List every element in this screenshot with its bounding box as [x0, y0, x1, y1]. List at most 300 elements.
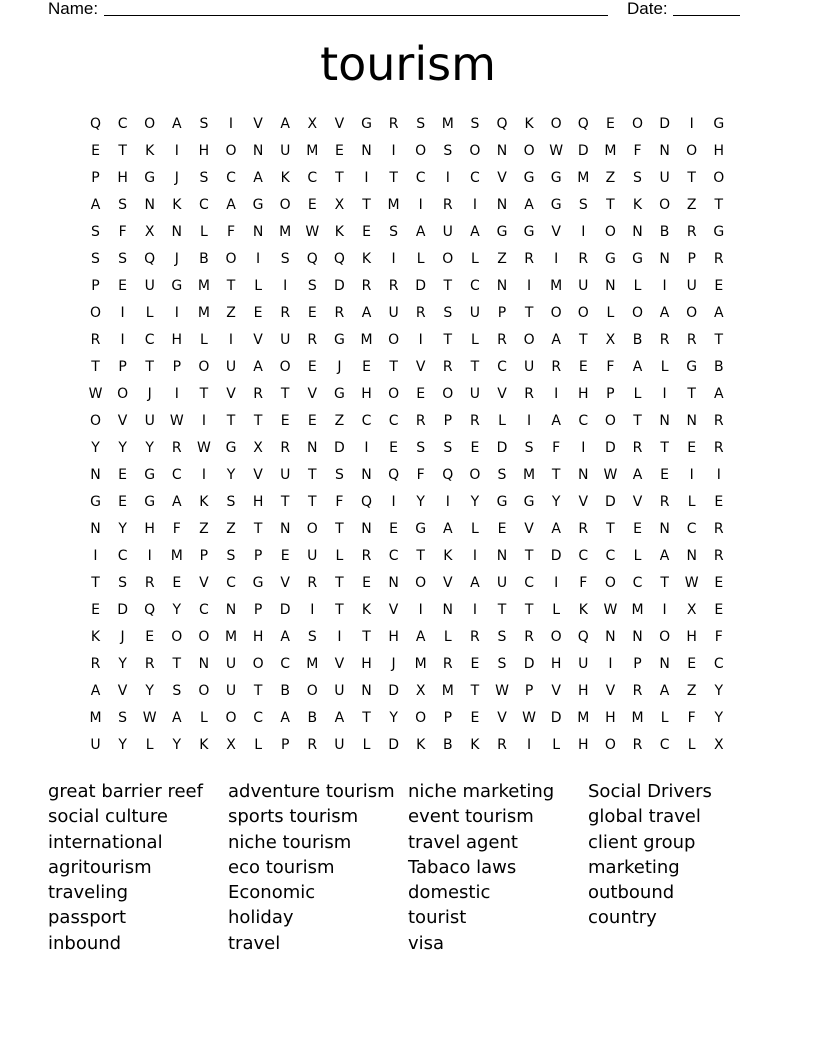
grid-letter[interactable]: R	[442, 359, 453, 375]
grid-letter[interactable]: E	[118, 494, 128, 510]
grid-letter[interactable]: T	[91, 359, 100, 375]
grid-letter[interactable]: K	[443, 548, 453, 564]
grid-letter[interactable]: U	[334, 683, 345, 699]
grid-letter[interactable]: Y	[118, 440, 127, 456]
grid-letter[interactable]: T	[335, 602, 344, 618]
grid-letter[interactable]: C	[117, 116, 128, 132]
grid-letter[interactable]: P	[253, 548, 263, 564]
grid-letter[interactable]: M	[306, 143, 319, 159]
grid-letter[interactable]: E	[118, 467, 128, 483]
grid-letter[interactable]: F	[633, 143, 642, 159]
grid-letter[interactable]: V	[524, 521, 534, 537]
grid-letter[interactable]: T	[362, 629, 371, 645]
grid-letter[interactable]: G	[225, 440, 237, 456]
grid-letter[interactable]: K	[280, 170, 290, 186]
grid-letter[interactable]: G	[604, 251, 616, 267]
grid-letter[interactable]: R	[713, 251, 724, 267]
grid-letter[interactable]: Q	[496, 116, 508, 132]
grid-letter[interactable]: M	[604, 143, 617, 159]
grid-letter[interactable]: Z	[686, 197, 697, 213]
grid-letter[interactable]: V	[253, 332, 263, 348]
grid-letter[interactable]: Z	[605, 170, 616, 186]
grid-letter[interactable]: K	[416, 737, 426, 753]
grid-letter[interactable]: L	[362, 737, 371, 753]
grid-letter[interactable]: I	[581, 224, 586, 240]
grid-letter[interactable]: L	[145, 737, 154, 753]
grid-letter[interactable]: O	[442, 386, 454, 402]
grid-letter[interactable]: N	[496, 548, 508, 564]
grid-letter[interactable]: L	[552, 737, 561, 753]
grid-letter[interactable]: S	[118, 197, 128, 213]
grid-letter[interactable]: E	[307, 413, 317, 429]
grid-letter[interactable]: K	[361, 251, 372, 267]
grid-letter[interactable]: N	[144, 197, 155, 213]
grid-letter[interactable]: S	[91, 251, 100, 267]
grid-letter[interactable]: H	[252, 494, 264, 510]
grid-letter[interactable]: O	[198, 359, 210, 375]
grid-letter[interactable]: G	[252, 197, 264, 213]
grid-letter[interactable]: G	[361, 116, 372, 132]
grid-letter[interactable]: N	[659, 521, 670, 537]
grid-letter[interactable]: O	[252, 656, 264, 672]
grid-letter[interactable]: R	[524, 629, 534, 645]
grid-letter[interactable]: T	[714, 197, 724, 213]
grid-letter[interactable]: F	[416, 467, 425, 483]
grid-letter[interactable]: C	[117, 548, 128, 564]
grid-letter[interactable]: U	[225, 656, 237, 672]
grid-letter[interactable]: H	[605, 710, 616, 726]
grid-letter[interactable]: Q	[144, 251, 156, 267]
grid-letter[interactable]: N	[659, 413, 670, 429]
grid-letter[interactable]: D	[334, 278, 345, 294]
grid-letter[interactable]: N	[659, 251, 670, 267]
grid-letter[interactable]: F	[687, 710, 696, 726]
grid-letter[interactable]: T	[470, 683, 480, 699]
grid-letter[interactable]: K	[334, 224, 344, 240]
grid-letter[interactable]: L	[633, 548, 642, 564]
grid-letter[interactable]: A	[551, 413, 561, 429]
grid-letter[interactable]: T	[633, 413, 642, 429]
grid-letter[interactable]: N	[361, 683, 372, 699]
grid-letter[interactable]: L	[470, 332, 479, 348]
grid-letter[interactable]: A	[172, 710, 182, 726]
grid-letter[interactable]: G	[713, 224, 725, 240]
grid-letter[interactable]: D	[388, 737, 399, 753]
grid-letter[interactable]: C	[605, 548, 616, 564]
grid-letter[interactable]: R	[578, 521, 589, 537]
grid-letter[interactable]: D	[279, 602, 291, 618]
grid-letter[interactable]: V	[551, 683, 561, 699]
grid-letter[interactable]: H	[252, 629, 264, 645]
grid-letter[interactable]: V	[117, 683, 128, 699]
grid-letter[interactable]: R	[578, 251, 589, 267]
grid-letter[interactable]: O	[415, 710, 427, 726]
grid-letter[interactable]: F	[552, 440, 561, 456]
grid-letter[interactable]: L	[633, 278, 642, 294]
grid-letter[interactable]: L	[254, 278, 262, 294]
grid-letter[interactable]: T	[280, 494, 290, 510]
grid-letter[interactable]: A	[90, 683, 101, 699]
grid-letter[interactable]: W	[495, 683, 509, 699]
grid-letter[interactable]: V	[415, 359, 426, 375]
grid-letter[interactable]: O	[117, 386, 129, 402]
grid-letter[interactable]: A	[280, 710, 290, 726]
grid-letter[interactable]: I	[228, 116, 234, 132]
grid-letter[interactable]: X	[686, 602, 697, 618]
grid-letter[interactable]: I	[391, 494, 396, 510]
grid-letter[interactable]: M	[360, 332, 373, 348]
grid-letter[interactable]: I	[527, 278, 532, 294]
grid-letter[interactable]: A	[443, 521, 453, 537]
grid-letter[interactable]: U	[144, 278, 155, 294]
grid-letter[interactable]: Z	[334, 413, 345, 429]
grid-letter[interactable]: Y	[118, 737, 127, 753]
grid-letter[interactable]: H	[388, 629, 399, 645]
grid-letter[interactable]: T	[524, 548, 534, 564]
grid-letter[interactable]: R	[361, 548, 372, 564]
grid-letter[interactable]: O	[550, 116, 562, 132]
grid-letter[interactable]: Z	[226, 521, 236, 537]
grid-letter[interactable]: W	[196, 440, 211, 456]
grid-letter[interactable]: I	[228, 332, 234, 348]
grid-letter[interactable]: G	[144, 467, 156, 483]
grid-letter[interactable]: I	[256, 251, 261, 267]
grid-letter[interactable]: D	[659, 116, 670, 132]
grid-letter[interactable]: E	[470, 710, 480, 726]
grid-letter[interactable]: I	[445, 494, 450, 510]
grid-letter[interactable]: R	[686, 332, 697, 348]
grid-letter[interactable]: R	[280, 440, 291, 456]
grid-letter[interactable]: T	[606, 521, 615, 537]
grid-letter[interactable]: R	[713, 413, 724, 429]
grid-letter[interactable]: N	[225, 602, 237, 618]
grid-letter[interactable]: H	[361, 386, 372, 402]
grid-letter[interactable]: O	[604, 224, 616, 240]
grid-letter[interactable]: E	[362, 575, 371, 591]
grid-letter[interactable]: H	[361, 656, 372, 672]
grid-letter[interactable]: N	[659, 656, 670, 672]
grid-letter[interactable]: W	[684, 575, 699, 591]
grid-letter[interactable]: I	[662, 278, 667, 294]
grid-letter[interactable]: M	[387, 197, 400, 213]
grid-letter[interactable]: R	[497, 737, 507, 753]
grid-letter[interactable]: R	[632, 440, 643, 456]
grid-letter[interactable]: M	[414, 656, 427, 672]
grid-letter[interactable]: L	[687, 737, 696, 753]
grid-letter[interactable]: P	[606, 386, 615, 402]
grid-letter[interactable]: A	[280, 629, 290, 645]
grid-letter[interactable]: N	[90, 521, 101, 537]
grid-letter[interactable]: C	[280, 656, 291, 672]
grid-letter[interactable]: S	[443, 305, 453, 321]
grid-letter[interactable]: S	[91, 224, 100, 240]
grid-letter[interactable]: G	[333, 386, 345, 402]
grid-letter[interactable]: G	[144, 170, 156, 186]
grid-letter[interactable]: L	[199, 710, 208, 726]
grid-letter[interactable]: T	[280, 386, 290, 402]
grid-letter[interactable]: D	[117, 602, 128, 618]
grid-letter[interactable]: I	[608, 656, 613, 672]
grid-letter[interactable]: N	[252, 224, 264, 240]
grid-letter[interactable]: X	[605, 332, 616, 348]
grid-letter[interactable]: M	[577, 170, 590, 186]
grid-letter[interactable]: I	[364, 170, 369, 186]
grid-letter[interactable]: U	[225, 359, 237, 375]
grid-letter[interactable]: M	[577, 710, 590, 726]
grid-letter[interactable]: N	[578, 467, 589, 483]
grid-letter[interactable]: Y	[91, 440, 100, 456]
grid-letter[interactable]: C	[388, 548, 399, 564]
grid-letter[interactable]: Y	[389, 710, 398, 726]
grid-letter[interactable]: R	[442, 656, 453, 672]
grid-letter[interactable]: E	[307, 305, 317, 321]
grid-letter[interactable]: Q	[89, 116, 102, 132]
grid-letter[interactable]: L	[606, 305, 615, 321]
grid-letter[interactable]: I	[93, 548, 98, 564]
grid-letter[interactable]: M	[279, 224, 292, 240]
grid-letter[interactable]: N	[632, 629, 643, 645]
date-blank-line[interactable]	[673, 15, 740, 16]
grid-letter[interactable]: T	[253, 413, 263, 429]
grid-letter[interactable]: V	[199, 575, 209, 591]
grid-letter[interactable]: O	[225, 710, 237, 726]
grid-letter[interactable]: R	[524, 251, 534, 267]
grid-letter[interactable]: C	[470, 278, 480, 294]
grid-letter[interactable]: T	[226, 278, 236, 294]
grid-letter[interactable]: E	[145, 629, 155, 645]
grid-letter[interactable]: G	[550, 170, 562, 186]
grid-letter[interactable]: N	[496, 197, 508, 213]
grid-letter[interactable]: M	[523, 467, 536, 483]
grid-letter[interactable]: S	[118, 710, 128, 726]
grid-letter[interactable]: T	[524, 305, 534, 321]
grid-letter[interactable]: X	[144, 224, 155, 240]
grid-letter[interactable]: N	[686, 548, 697, 564]
grid-letter[interactable]: B	[659, 224, 670, 240]
grid-letter[interactable]: S	[280, 251, 290, 267]
grid-letter[interactable]: I	[581, 440, 586, 456]
grid-letter[interactable]: O	[604, 575, 616, 591]
grid-letter[interactable]: A	[524, 197, 534, 213]
grid-letter[interactable]: U	[90, 737, 101, 753]
grid-letter[interactable]: T	[714, 332, 724, 348]
grid-letter[interactable]: L	[660, 710, 669, 726]
grid-letter[interactable]: S	[416, 116, 426, 132]
grid-letter[interactable]: T	[226, 413, 236, 429]
grid-letter[interactable]: O	[713, 170, 725, 186]
grid-letter[interactable]: B	[632, 332, 643, 348]
grid-letter[interactable]: X	[415, 683, 426, 699]
grid-letter[interactable]: Y	[416, 494, 425, 510]
grid-letter[interactable]: D	[605, 494, 616, 510]
grid-letter[interactable]: C	[578, 413, 589, 429]
grid-letter[interactable]: B	[713, 359, 724, 375]
grid-letter[interactable]: R	[470, 413, 480, 429]
grid-letter[interactable]: T	[470, 359, 480, 375]
grid-letter[interactable]: C	[361, 413, 372, 429]
grid-letter[interactable]: Y	[172, 737, 182, 753]
grid-letter[interactable]: T	[362, 710, 371, 726]
grid-letter[interactable]: A	[361, 305, 372, 321]
grid-letter[interactable]: R	[361, 278, 372, 294]
grid-letter[interactable]: R	[632, 737, 643, 753]
grid-letter[interactable]: A	[172, 116, 182, 132]
grid-letter[interactable]: E	[91, 143, 100, 159]
grid-letter[interactable]: T	[308, 494, 317, 510]
grid-letter[interactable]: U	[523, 359, 535, 375]
grid-letter[interactable]: E	[307, 359, 317, 375]
grid-letter[interactable]: T	[660, 440, 669, 456]
grid-letter[interactable]: S	[633, 170, 642, 186]
grid-letter[interactable]: Q	[144, 602, 156, 618]
grid-letter[interactable]: R	[144, 575, 155, 591]
grid-letter[interactable]: K	[524, 116, 534, 132]
grid-letter[interactable]: O	[659, 197, 671, 213]
grid-letter[interactable]: N	[442, 602, 454, 618]
grid-letter[interactable]: R	[334, 305, 345, 321]
grid-letter[interactable]: R	[551, 359, 562, 375]
grid-letter[interactable]: M	[550, 278, 563, 294]
grid-letter[interactable]: L	[552, 602, 561, 618]
grid-letter[interactable]: L	[687, 494, 696, 510]
grid-letter[interactable]: T	[389, 359, 398, 375]
grid-letter[interactable]: I	[554, 575, 559, 591]
grid-letter[interactable]: P	[443, 413, 453, 429]
grid-letter[interactable]: E	[470, 440, 480, 456]
grid-letter[interactable]: X	[307, 116, 318, 132]
grid-letter[interactable]: N	[361, 143, 372, 159]
grid-letter[interactable]: D	[577, 143, 589, 159]
grid-letter[interactable]: R	[470, 629, 480, 645]
grid-letter[interactable]: T	[308, 467, 317, 483]
grid-letter[interactable]: I	[310, 602, 315, 618]
grid-letter[interactable]: F	[606, 359, 615, 375]
grid-letter[interactable]: S	[307, 278, 317, 294]
grid-letter[interactable]: I	[472, 548, 477, 564]
grid-letter[interactable]: Z	[686, 683, 697, 699]
grid-letter[interactable]: V	[578, 494, 589, 510]
grid-letter[interactable]: N	[198, 656, 210, 672]
grid-letter[interactable]: S	[199, 170, 209, 186]
grid-letter[interactable]: G	[415, 521, 427, 537]
grid-letter[interactable]: R	[307, 575, 318, 591]
grid-letter[interactable]: E	[389, 521, 399, 537]
grid-letter[interactable]: A	[714, 305, 724, 321]
grid-letter[interactable]: H	[578, 737, 589, 753]
grid-letter[interactable]: Q	[306, 251, 318, 267]
grid-letter[interactable]: O	[523, 143, 535, 159]
grid-letter[interactable]: E	[578, 359, 588, 375]
grid-letter[interactable]: O	[686, 143, 698, 159]
grid-letter[interactable]: I	[120, 305, 125, 321]
grid-letter[interactable]: A	[90, 197, 101, 213]
grid-letter[interactable]: S	[118, 575, 128, 591]
grid-letter[interactable]: E	[362, 359, 371, 375]
grid-letter[interactable]: S	[497, 656, 507, 672]
grid-letter[interactable]: U	[578, 278, 589, 294]
grid-letter[interactable]: G	[496, 224, 508, 240]
grid-letter[interactable]: O	[388, 386, 400, 402]
grid-letter[interactable]: W	[603, 467, 618, 483]
grid-letter[interactable]: M	[441, 683, 454, 699]
grid-letter[interactable]: P	[497, 305, 507, 321]
grid-letter[interactable]: E	[307, 197, 317, 213]
grid-letter[interactable]: K	[632, 197, 643, 213]
grid-letter[interactable]: C	[686, 521, 697, 537]
grid-letter[interactable]: A	[253, 170, 263, 186]
grid-letter[interactable]: E	[470, 656, 480, 672]
grid-letter[interactable]: R	[144, 656, 155, 672]
grid-letter[interactable]: N	[388, 575, 399, 591]
grid-letter[interactable]: V	[226, 386, 236, 402]
grid-letter[interactable]: H	[144, 521, 155, 537]
grid-letter[interactable]: D	[550, 548, 562, 564]
grid-letter[interactable]: C	[632, 575, 643, 591]
grid-letter[interactable]: I	[445, 170, 450, 186]
grid-letter[interactable]: P	[199, 548, 209, 564]
grid-letter[interactable]: Y	[172, 602, 182, 618]
grid-letter[interactable]: D	[523, 656, 535, 672]
grid-letter[interactable]: N	[171, 224, 183, 240]
grid-letter[interactable]: M	[631, 710, 644, 726]
grid-letter[interactable]: Y	[470, 494, 480, 510]
grid-letter[interactable]: F	[172, 521, 181, 537]
grid-letter[interactable]: A	[172, 494, 182, 510]
grid-letter[interactable]: P	[172, 359, 182, 375]
grid-letter[interactable]: J	[174, 251, 179, 267]
grid-letter[interactable]: H	[198, 143, 210, 159]
grid-letter[interactable]: R	[171, 440, 182, 456]
grid-letter[interactable]: U	[144, 413, 155, 429]
grid-letter[interactable]: N	[496, 143, 508, 159]
grid-letter[interactable]: S	[226, 548, 236, 564]
grid-letter[interactable]: T	[443, 332, 453, 348]
grid-letter[interactable]: A	[253, 359, 263, 375]
grid-letter[interactable]: S	[389, 224, 399, 240]
grid-letter[interactable]: E	[660, 467, 670, 483]
grid-letter[interactable]: I	[364, 440, 369, 456]
grid-letter[interactable]: J	[147, 386, 152, 402]
grid-letter[interactable]: R	[497, 332, 507, 348]
grid-letter[interactable]: O	[415, 575, 427, 591]
grid-letter[interactable]: M	[170, 548, 183, 564]
grid-letter[interactable]: T	[551, 467, 561, 483]
grid-letter[interactable]: O	[659, 629, 671, 645]
grid-letter[interactable]: I	[201, 413, 206, 429]
grid-letter[interactable]: C	[199, 602, 209, 618]
grid-letter[interactable]: G	[713, 116, 725, 132]
grid-letter[interactable]: L	[470, 251, 479, 267]
grid-letter[interactable]: G	[333, 332, 345, 348]
grid-letter[interactable]: O	[415, 143, 427, 159]
grid-letter[interactable]: G	[523, 494, 535, 510]
grid-letter[interactable]: O	[577, 305, 589, 321]
grid-letter[interactable]: G	[632, 251, 643, 267]
grid-letter[interactable]: A	[226, 197, 236, 213]
grid-letter[interactable]: G	[90, 494, 101, 510]
grid-letter[interactable]: U	[307, 548, 318, 564]
grid-letter[interactable]: O	[306, 521, 318, 537]
grid-letter[interactable]: U	[334, 737, 345, 753]
grid-letter[interactable]: D	[415, 278, 427, 294]
grid-letter[interactable]: P	[91, 170, 100, 186]
grid-letter[interactable]: R	[415, 305, 426, 321]
grid-letter[interactable]: O	[631, 305, 644, 321]
grid-letter[interactable]: Z	[226, 305, 236, 321]
grid-letter[interactable]: C	[307, 170, 318, 186]
grid-letter[interactable]: W	[549, 143, 564, 159]
grid-letter[interactable]: F	[226, 224, 236, 240]
